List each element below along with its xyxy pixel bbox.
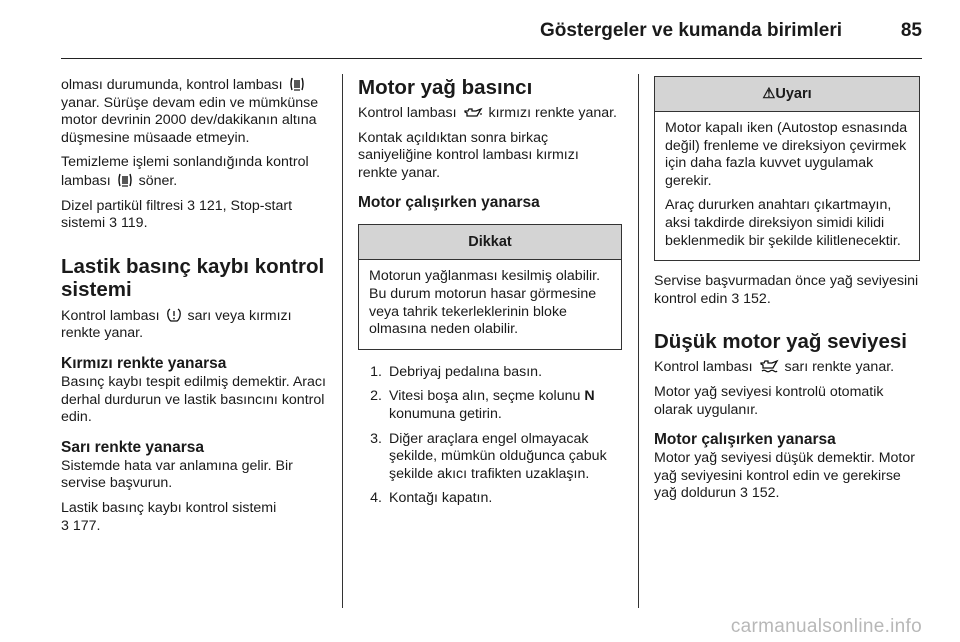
gear-neutral-label: N [584, 388, 595, 405]
column-1 [61, 76, 329, 542]
header-title: Göstergeler ve kumanda birimleri [539, 20, 842, 41]
text: konumuna getirin. [389, 405, 502, 422]
link-text[interactable]: 177. [72, 517, 101, 534]
text: olması durumunda, kontrol lambası [61, 77, 283, 93]
column-divider-2 [638, 74, 639, 608]
warning-body [655, 112, 919, 260]
reference-arrow-icon: 3 [187, 197, 196, 214]
step-text [389, 388, 622, 423]
section-title-oil-pressure: Motor yağ basıncı [358, 76, 533, 99]
text: Kontrol lambası [358, 105, 457, 121]
reference-arrow-icon: 3 [740, 485, 748, 502]
page-header [0, 12, 960, 56]
step-text: Debriyaj pedalına basın. [389, 363, 543, 380]
notice-text: Motorun yağlanması kesilmiş olabilir. Bu durum motorun hasar görmesine veya tahrik tekerleklerinin bloke olmasına neden olabilir. [369, 268, 601, 338]
page-number: 85 [900, 20, 922, 41]
list-item [358, 431, 622, 484]
paragraph [61, 76, 329, 147]
notice-box [358, 224, 622, 349]
text: sarı renkte yanar. [784, 359, 895, 376]
text: Dizel partikül filtresi [61, 197, 184, 214]
notice-title: Dikkat [359, 225, 621, 260]
paragraph [654, 359, 920, 377]
link-text[interactable]: 152. [743, 290, 771, 307]
step-text: Kontağı kapatın. [389, 490, 493, 507]
text: Motor yağ seviyesi düşük demektir. Motor yağ seviyesini kontrol edin ve gerekirse yağ doldurun [654, 450, 915, 502]
link-text[interactable]: 121, Stop-start sistemi [61, 197, 293, 232]
step-text: Diğer araçlara engel olmayacak şekilde, mümkün olduğunca çabuk şekilde akıcı trafikten uzaklaşın. [389, 430, 607, 482]
step-number: 3. [370, 430, 382, 447]
warning-text: Motor kapalı iken (Autostop esnasında değil) frenleme ve direksiyon çevirmek için daha fazla kuvvet uygulamak gerekir. [665, 120, 908, 189]
warning-box [654, 76, 920, 261]
text: Servise başvurmadan önce yağ seviyesini kontrol edin [654, 273, 919, 307]
section-title-low-oil-level: Düşük motor yağ seviyesi [654, 330, 907, 354]
paragraph: Motor yağ seviyesi kontrolü otomatik olarak uygulanır. [654, 383, 884, 418]
paragraph [61, 500, 329, 535]
section-title-tire-pressure: Lastik basınç kaybı kontrol sistemi [61, 254, 325, 301]
warning-icon: ⚠ [762, 86, 776, 102]
list-item [358, 364, 622, 382]
oil-can-icon [463, 106, 483, 120]
paragraph [61, 307, 329, 343]
warning-text: Araç dururken anahtarı çıkartmayın, aksi takdirde direksiyon simidi kilidi beklenmedik bir şekilde kilitlenecektir. [665, 197, 901, 249]
column-2 [358, 76, 622, 515]
text: sarı veya kırmızı renkte yanar. [61, 307, 292, 342]
column-divider-1 [342, 74, 343, 608]
text: yanar. Sürüşe devam edin ve mümkünse motor devrinin 2000 dev/dakikanın altına düşmesine müsaade etmeyin. [61, 94, 319, 146]
diesel-particle-filter-icon [289, 76, 305, 92]
paragraph: Sistemde hata var anlamına gelir. Bir servise başvurun. [61, 457, 293, 492]
paragraph [654, 273, 920, 308]
tire-pressure-icon [166, 307, 182, 323]
step-number: 4. [370, 490, 382, 507]
reference-arrow-icon: 3 [109, 215, 117, 232]
text: Vitesi boşa alın, seçme kolunu [389, 388, 581, 405]
list-item [358, 388, 622, 423]
text: Kontrol lambası [61, 307, 160, 324]
text: Lastik basınç kaybı kontrol sistemi [61, 499, 277, 516]
paragraph [61, 198, 329, 233]
text: söner. [138, 172, 178, 189]
notice-body [359, 260, 621, 348]
subheading-yellow: Sarı renkte yanarsa [61, 438, 205, 456]
step-number: 2. [370, 388, 382, 405]
link-text[interactable]: 152. [751, 485, 780, 502]
paragraph: Basınç kaybı tespit edilmiş demektir. Aracı derhal durdurun ve lastik basıncını kontrol edin. [61, 373, 326, 426]
paragraph [654, 450, 920, 503]
column-3 [654, 76, 920, 510]
reference-arrow-icon: 3 [731, 290, 740, 307]
oil-level-icon [759, 359, 779, 374]
diesel-particle-filter-icon [117, 172, 133, 188]
paragraph: Kontak açıldıktan sonra birkaç saniyeliğine kontrol lambası kırmızı renkte yanar. [358, 129, 579, 181]
subheading-red: Kırmızı renkte yanarsa [61, 354, 227, 372]
text: Kontrol lambası [654, 359, 753, 376]
step-number: 1. [370, 363, 382, 380]
list-item [358, 490, 622, 508]
subheading-engine-running: Motor çalışırken yanarsa [654, 431, 836, 449]
warning-title: Uyarı [775, 86, 812, 102]
text: Temizleme işlemi sonlandığında kontrol lambası [61, 154, 309, 189]
text: kırmızı renkte yanar. [488, 105, 618, 121]
link-text[interactable]: 119. [120, 215, 148, 232]
subheading-engine-running: Motor çalışırken yanarsa [358, 194, 540, 212]
watermark: carmanualsonline.info [730, 616, 922, 637]
warning-header [655, 77, 919, 112]
header-rule [61, 58, 922, 59]
paragraph [61, 154, 329, 190]
steps-list [358, 364, 622, 508]
reference-arrow-icon: 3 [61, 517, 69, 534]
paragraph [358, 105, 622, 123]
